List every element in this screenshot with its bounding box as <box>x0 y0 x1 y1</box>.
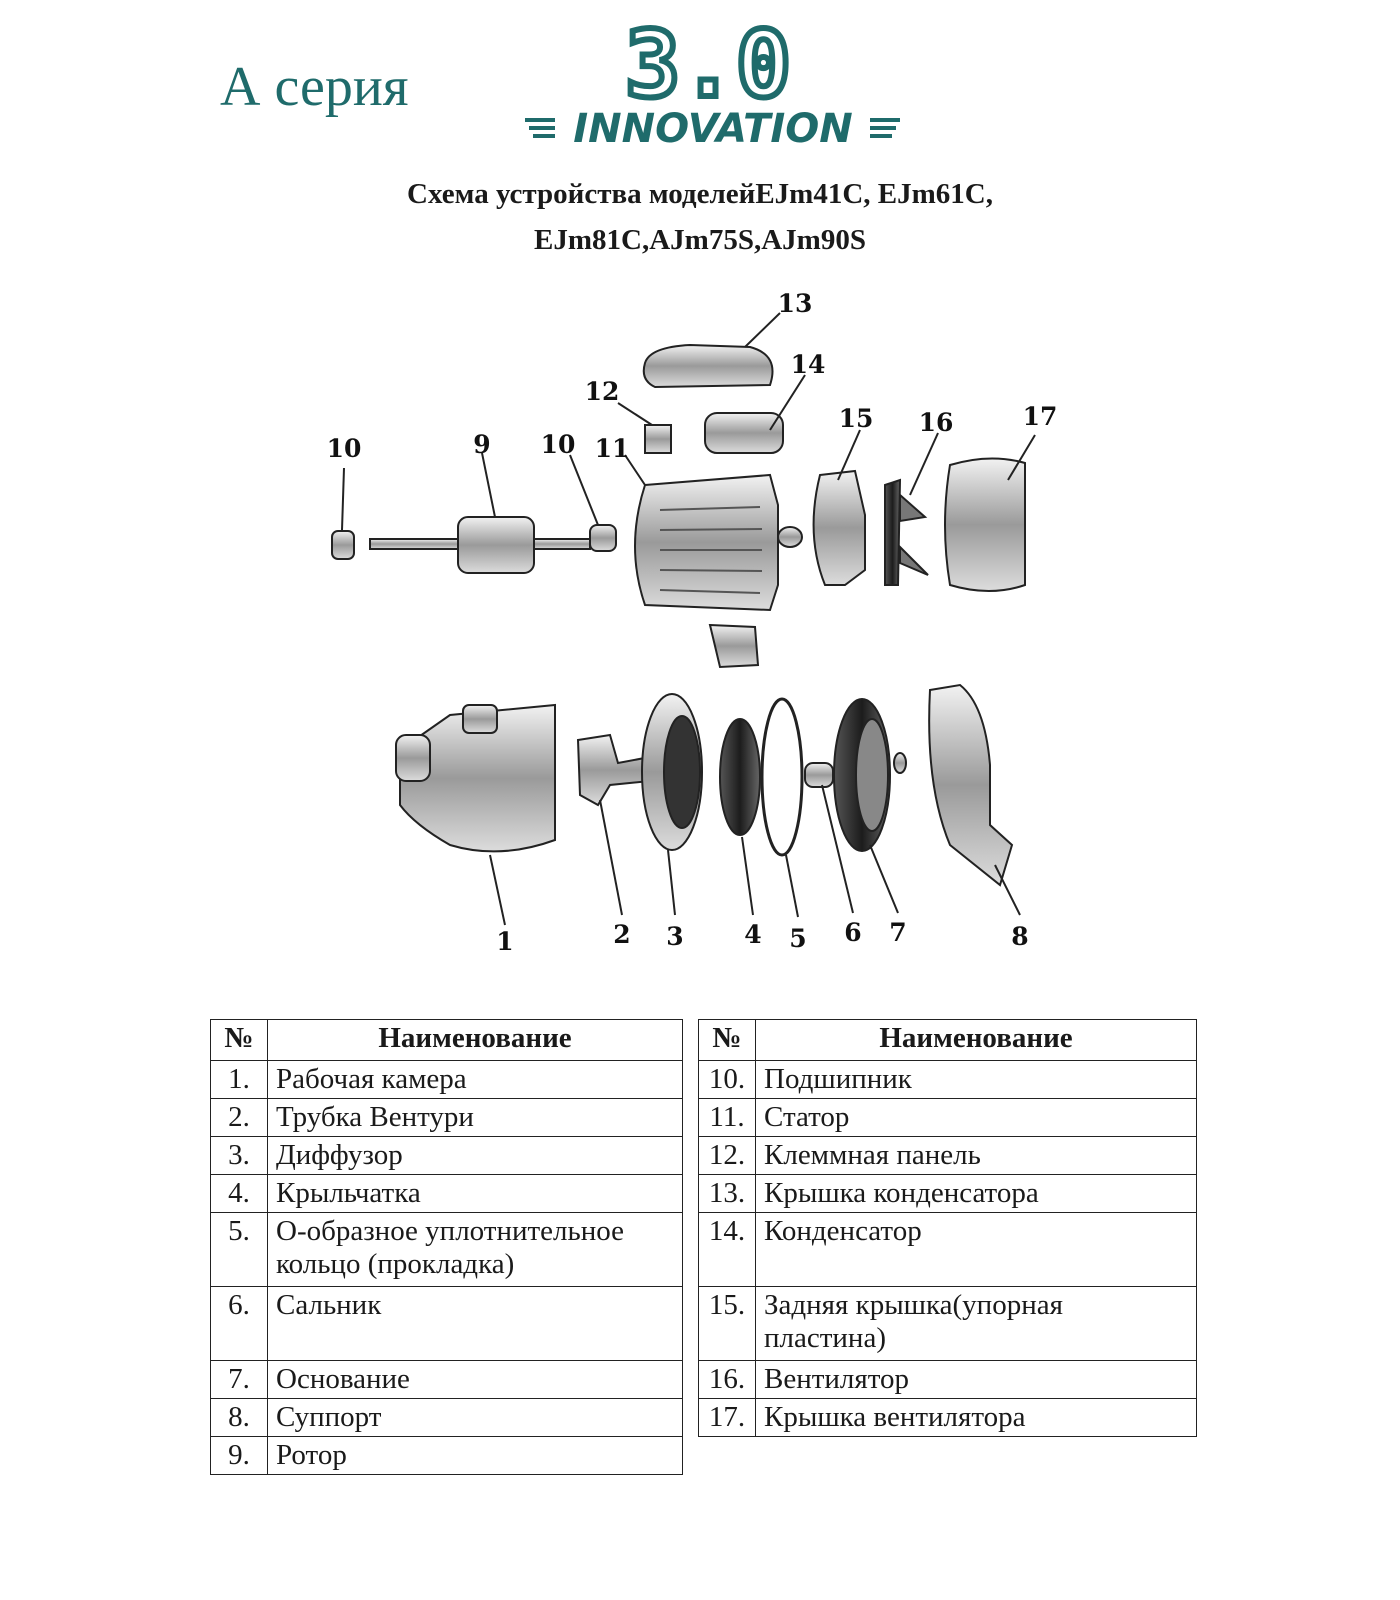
fan-cover <box>945 458 1025 591</box>
callout-15: 15 <box>838 404 874 433</box>
table-row: 6. Сальник <box>211 1287 683 1361</box>
callout-6: 6 <box>844 918 862 947</box>
table-row: 7. Основание <box>211 1361 683 1399</box>
exploded-view-diagram <box>300 285 1100 985</box>
parts-table-left <box>210 1019 683 1475</box>
table-row: 10. Подшипник <box>699 1061 1197 1099</box>
col-header-num: № <box>211 1020 268 1061</box>
bolt <box>778 527 802 547</box>
callout-9: 9 <box>473 430 491 459</box>
series-label: А серия <box>220 56 409 118</box>
table-row: 11. Статор <box>699 1099 1197 1137</box>
table-row: 12. Клеммная панель <box>699 1137 1197 1175</box>
table-row: 17. Крышка вентилятора <box>699 1399 1197 1437</box>
document-title-line2: EJm81C,AJm75S,AJm90S <box>534 224 866 256</box>
venturi-tube <box>578 735 650 805</box>
capacitor <box>705 413 783 453</box>
table-row: 16. Вентилятор <box>699 1361 1197 1399</box>
table-row: 1. Рабочая камера <box>211 1061 683 1099</box>
brand-logo <box>525 18 945 158</box>
rear-cover <box>814 471 865 585</box>
table-row: 13. Крышка конденсатора <box>699 1175 1197 1213</box>
table-row: 8. Суппорт <box>211 1399 683 1437</box>
callout-1: 1 <box>496 927 514 956</box>
col-header-name: Наименование <box>756 1020 1197 1061</box>
callout-5: 5 <box>789 924 807 953</box>
col-header-num: № <box>699 1020 756 1061</box>
capacitor-cover <box>644 345 773 387</box>
support <box>929 685 1012 885</box>
stator-housing <box>635 475 778 610</box>
table-row: 3. Диффузор <box>211 1137 683 1175</box>
table-row: 9. Ротор <box>211 1437 683 1475</box>
bearing-left <box>332 531 354 559</box>
col-header-name: Наименование <box>268 1020 683 1061</box>
terminal-panel <box>645 425 671 453</box>
parts-table-right <box>698 1019 1197 1437</box>
callout-8: 8 <box>1011 922 1029 951</box>
table-row: 5. О-образное уплотнительное кольцо (прокладка) <box>211 1213 683 1287</box>
callout-12: 12 <box>584 377 620 406</box>
callout-4: 4 <box>744 920 762 949</box>
fan <box>885 480 900 585</box>
callout-14: 14 <box>790 350 826 379</box>
rotor <box>458 517 534 573</box>
callout-11: 11 <box>594 434 630 463</box>
table-row: 14. Конденсатор <box>699 1213 1197 1287</box>
callout-7: 7 <box>889 918 907 947</box>
table-row: 4. Крыльчатка <box>211 1175 683 1213</box>
table-row: 15. Задняя крышка(упорная пластина) <box>699 1287 1197 1361</box>
logo-main-text: 3.0 <box>625 18 792 118</box>
table-row: 2. Трубка Вентури <box>211 1099 683 1137</box>
callout-10b: 10 <box>540 430 576 459</box>
callout-16: 16 <box>918 408 954 437</box>
impeller <box>720 719 760 835</box>
callout-10a: 10 <box>326 434 362 463</box>
logo-sub-text: INNOVATION <box>573 106 853 152</box>
callout-3: 3 <box>666 922 684 951</box>
o-ring <box>762 699 802 855</box>
callout-17: 17 <box>1022 402 1058 431</box>
callout-2: 2 <box>613 920 631 949</box>
callout-13: 13 <box>777 289 813 318</box>
bearing-right <box>590 525 616 551</box>
document-title-line1: Схема устройства моделейEJm41C, EJm61C, <box>407 178 993 210</box>
seal <box>805 763 833 787</box>
